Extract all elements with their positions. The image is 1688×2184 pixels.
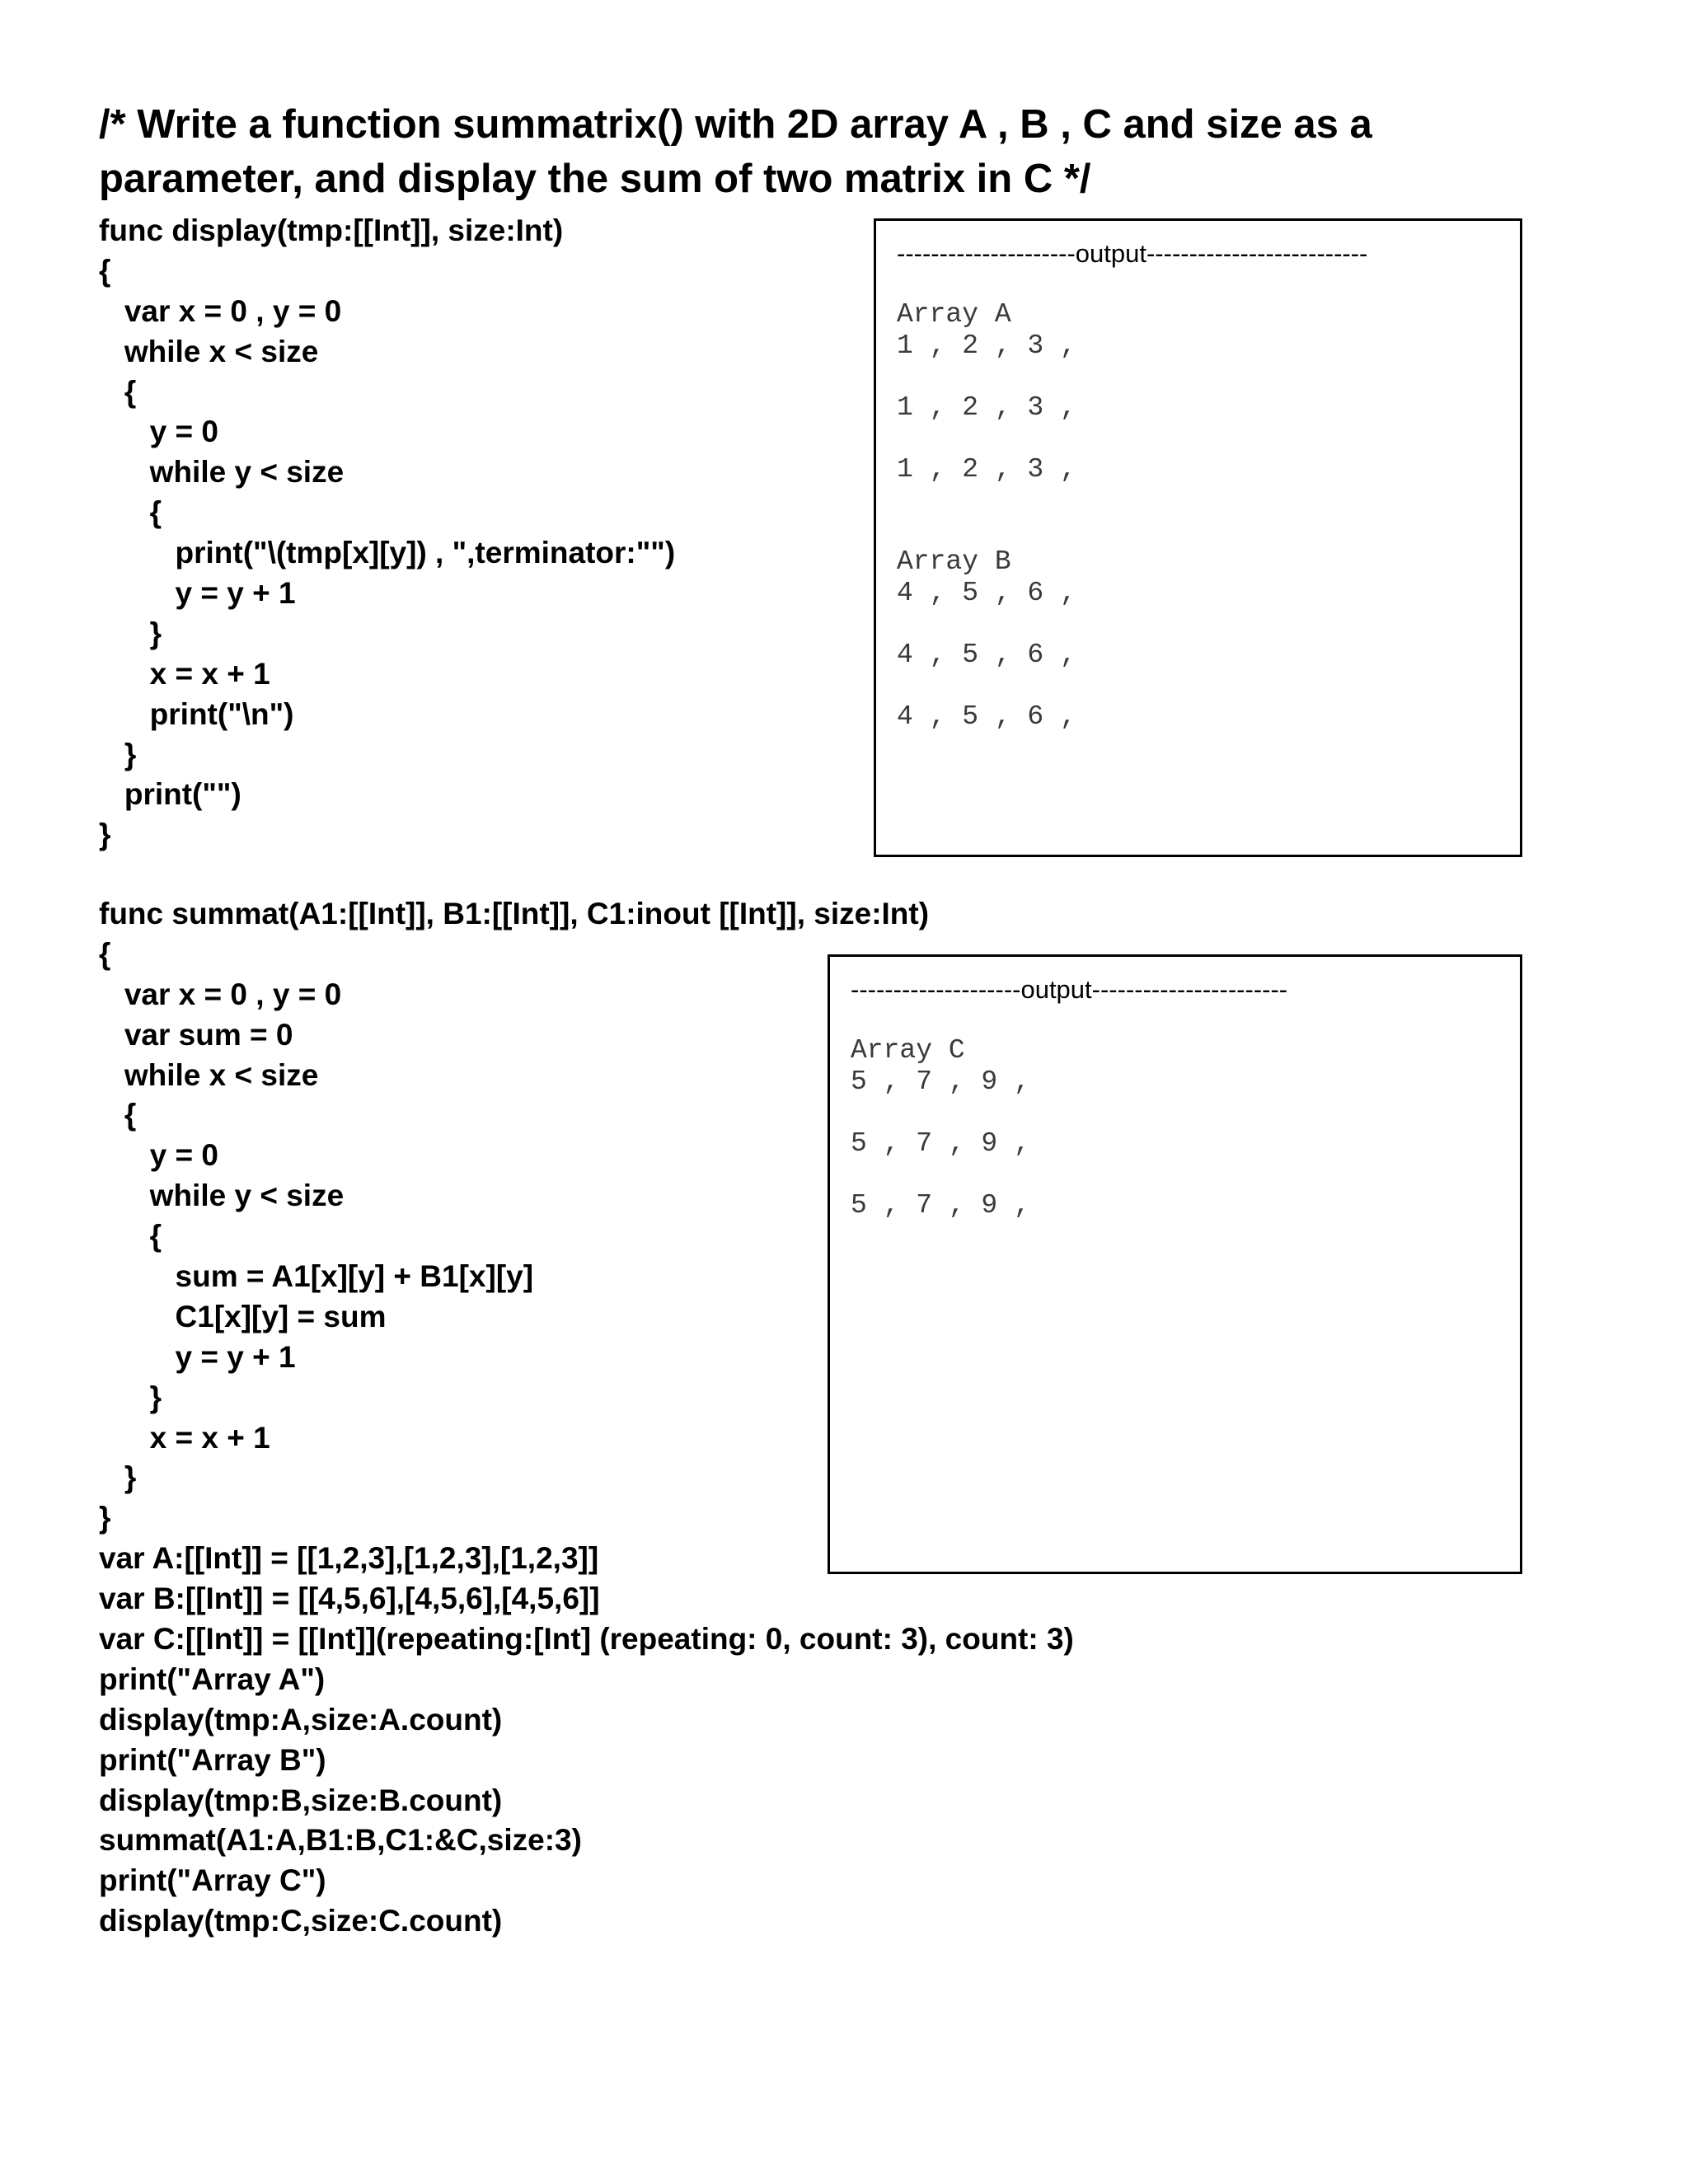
output-line — [897, 516, 1076, 547]
code-line: x = x + 1 — [99, 1420, 270, 1455]
output-line — [851, 1159, 1030, 1190]
code-line: var x = 0 , y = 0 — [99, 293, 342, 328]
code-line: y = 0 — [99, 415, 219, 449]
code-line: while y < size — [99, 1179, 345, 1213]
code-line: var x = 0 , y = 0 — [99, 977, 342, 1011]
code-line: x = x + 1 — [99, 656, 270, 691]
code-line: display(tmp:B,size:B.count) — [99, 1783, 503, 1817]
output-line: 4 , 5 , 6 , — [897, 639, 1076, 670]
code-line: var sum = 0 — [99, 1017, 293, 1052]
output-body — [851, 1035, 1030, 1221]
output-line — [897, 485, 1076, 516]
output-line: Array B — [897, 546, 1011, 577]
output-line: 5 , 7 , 9 , — [851, 1066, 1030, 1097]
code-line: } — [99, 616, 162, 650]
document-heading: /* Write a function summatrix() with 2D array A , B , C and size as a parameter, and display the sum of two matrix in C */ — [99, 102, 1372, 201]
code-line: { — [99, 253, 111, 288]
code-line: y = y + 1 — [99, 576, 296, 611]
code-line: display(tmp:C,size:C.count) — [99, 1904, 503, 1938]
output-box-array-c — [828, 954, 1522, 1574]
output-line: 1 , 2 , 3 , — [897, 391, 1076, 423]
code-line: { — [99, 1098, 137, 1132]
code-line: } — [99, 818, 111, 852]
output-line — [897, 423, 1076, 454]
code-line: print("Array B") — [99, 1742, 326, 1777]
code-line: print("Array A") — [99, 1661, 326, 1696]
code-line: print("") — [99, 777, 241, 812]
output-header: --------------------output----------------------- — [851, 975, 1288, 1004]
output-line: Array A — [897, 299, 1011, 330]
output-header: ---------------------output-------------------------- — [897, 239, 1368, 268]
code-line: while x < size — [99, 334, 319, 368]
code-line: y = 0 — [99, 1138, 219, 1173]
code-line: } — [99, 1460, 137, 1495]
code-line: { — [99, 936, 111, 971]
code-line: { — [99, 1219, 162, 1254]
output-body — [897, 299, 1076, 732]
output-line: 5 , 7 , 9 , — [851, 1189, 1030, 1221]
code-line: { — [99, 495, 162, 530]
output-line — [897, 670, 1076, 701]
code-line: var C:[[Int]] = [[Int]](repeating:[Int] (repeating: 0, count: 3), count: 3) — [99, 1622, 1074, 1657]
code-line: } — [99, 1380, 162, 1414]
output-box-arrays-a-b — [874, 218, 1522, 857]
code-line: print("\n") — [99, 696, 294, 731]
display-function-code — [99, 211, 675, 855]
output-line: 4 , 5 , 6 , — [897, 577, 1076, 608]
code-line: print("Array C") — [99, 1863, 326, 1898]
code-line: summat(A1:A,B1:B,C1:&C,size:3) — [99, 1823, 582, 1858]
code-line: sum = A1[x][y] + B1[x][y] — [99, 1259, 534, 1294]
output-line: 4 , 5 , 6 , — [897, 701, 1076, 732]
code-line: var B:[[Int]] = [[4,5,6],[4,5,6],[4,5,6]] — [99, 1582, 600, 1616]
code-line: func summat(A1:[[Int]], B1:[[Int]], C1:inout [[Int]], size:Int) — [99, 897, 930, 930]
code-line: C1[x][y] = sum — [99, 1299, 387, 1333]
code-line: var A:[[Int]] = [[1,2,3],[1,2,3],[1,2,3]] — [99, 1541, 599, 1576]
code-line: while y < size — [99, 455, 345, 490]
code-line: func display(tmp:[[Int]], size:Int) — [99, 213, 564, 247]
output-line: 1 , 2 , 3 , — [897, 453, 1076, 485]
code-line: } — [99, 737, 137, 771]
code-line: print("\(tmp[x][y]) , ",terminator:"") — [99, 536, 676, 570]
output-line: 5 , 7 , 9 , — [851, 1127, 1030, 1159]
code-line: { — [99, 374, 137, 409]
output-line: Array C — [851, 1035, 965, 1066]
code-line: y = y + 1 — [99, 1339, 296, 1374]
output-line — [897, 361, 1076, 392]
output-line — [897, 608, 1076, 640]
output-line: 1 , 2 , 3 , — [897, 330, 1076, 361]
code-line: display(tmp:A,size:A.count) — [99, 1702, 503, 1736]
code-line: while x < size — [99, 1057, 319, 1092]
code-line: } — [99, 1501, 111, 1535]
output-line — [851, 1097, 1030, 1128]
